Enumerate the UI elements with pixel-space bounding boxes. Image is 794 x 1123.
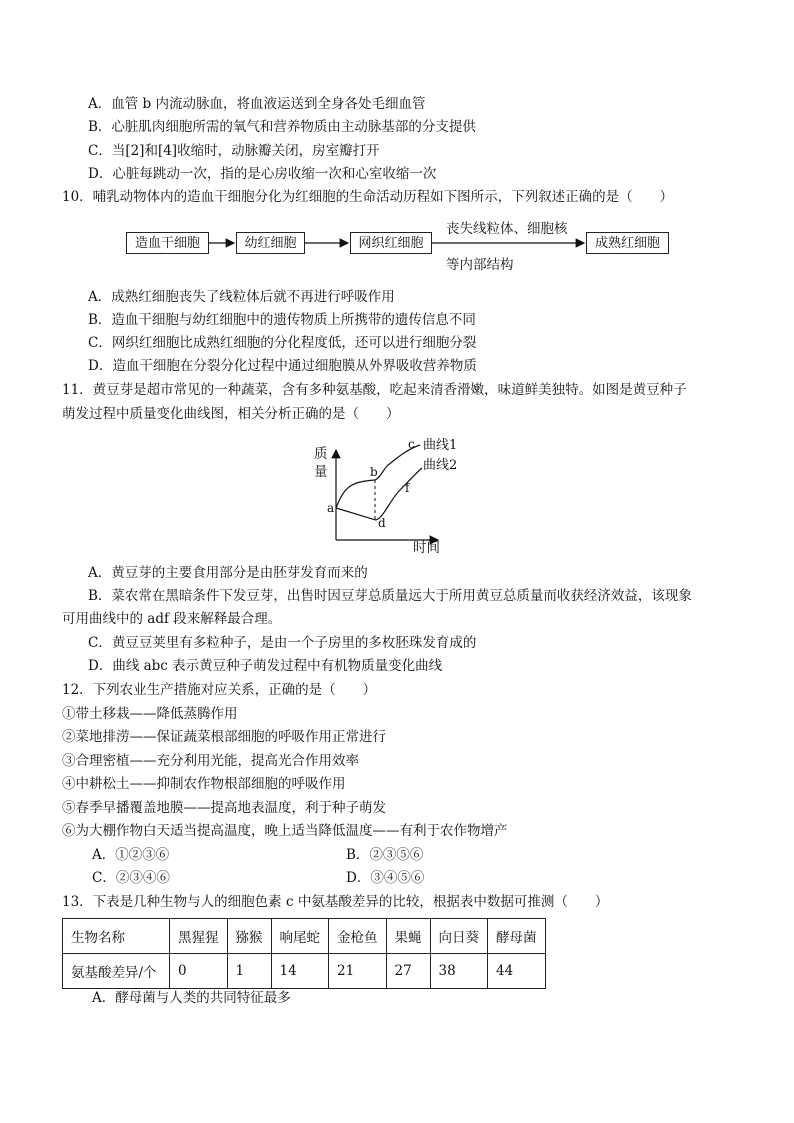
q10-option-d: D．造血干细胞在分裂分化过程中通过细胞膜从外界吸收营养物质	[88, 358, 477, 374]
amino-acid-table	[62, 918, 546, 989]
q11-option-b-line1: B．菜农常在黑暗条件下发豆芽，出售时因豆芽总质量远大于所用黄豆总质量而收获经济效益，该现象	[88, 588, 692, 604]
table-header-cell: 果蝇	[386, 919, 430, 954]
table-cell: 21	[329, 954, 387, 989]
chart-x-label: 时间	[413, 540, 440, 556]
flow-label-top: 丧失线粒体、细胞核	[446, 221, 568, 237]
curve-1	[336, 445, 420, 508]
q10-option-b: B．造血干细胞与幼红细胞中的遗传物质上所携带的遗传信息不同	[88, 312, 476, 328]
table-cell: 氨基酸差异/个	[63, 954, 170, 989]
chart-point-f: f	[405, 481, 410, 495]
chart-point-b: b	[370, 465, 378, 479]
q11-option-d: D．曲线 abc 表示黄豆种子萌发过程中有机物质量变化曲线	[88, 658, 443, 674]
table-header-cell: 猕猴	[227, 919, 271, 954]
q10-stem: 10．哺乳动物体内的造血干细胞分化为红细胞的生命活动历程如下图所示，下列叙述正确的是（ ）	[62, 189, 674, 205]
chart-curve1-label: 曲线1	[423, 438, 458, 453]
q12-option-c: C．②③④⑥	[92, 870, 170, 886]
chart-y-label-2: 量	[314, 464, 328, 480]
q13-stem: 13．下表是几种生物与人的细胞色素 c 中氨基酸差异的比较，根据表中数据可推测（ ）	[62, 894, 609, 910]
q12-item-6: ⑥为大棚作物白天适当提高温度，晚上适当降低温度——有利于农作物增产	[62, 823, 508, 839]
q11-stem-line1: 11．黄豆芽是超市常见的一种蔬菜，含有多种氨基酸，吃起来清香滑嫩，味道鲜美独特。如图是黄豆种子	[62, 382, 687, 398]
q11-option-b-line2: 可用曲线中的 adf 段来解释最合理。	[62, 611, 282, 627]
flow-label-bottom: 等内部结构	[446, 257, 514, 273]
q9-option-d: D．心脏每跳动一次，指的是心房收缩一次和心室收缩一次	[88, 166, 437, 182]
table-cell: 1	[227, 954, 271, 989]
q13-option-a: A．酵母菌与人类的共同特征最多	[92, 990, 291, 1006]
q12-option-a: A．①②③⑥	[92, 847, 170, 863]
q12-item-1: ①带土移栽——降低蒸腾作用	[62, 706, 238, 722]
chart-point-a: a	[327, 501, 335, 515]
table-header-cell: 向日葵	[430, 919, 488, 954]
table-cell: 27	[386, 954, 430, 989]
chart-curve2-label: 曲线2	[423, 458, 458, 473]
q9-option-a: A．血管 b 内流动脉血，将血液运送到全身各处毛细血管	[88, 96, 426, 112]
table-cell: 14	[271, 954, 329, 989]
q12-item-5: ⑤春季早播覆盖地膜——提高地表温度，利于种子萌发	[62, 800, 386, 816]
q12-item-3: ③合理密植——充分利用光能，提高光合作用效率	[62, 753, 359, 769]
q11-option-a: A．黄豆芽的主要食用部分是由胚芽发育而来的	[88, 565, 368, 581]
table-header-cell: 金枪鱼	[329, 919, 387, 954]
q12-item-4: ④中耕松土——抑制农作物根部细胞的呼吸作用	[62, 776, 346, 792]
table-header-cell: 生物名称	[63, 919, 170, 954]
q11-option-c: C．黄豆豆荚里有多粒种子，是由一个子房里的多枚胚珠发育成的	[88, 635, 477, 651]
table-header-cell: 黑猩猩	[170, 919, 228, 954]
q9-option-c: C．当[2]和[4]收缩时，动脉瓣关闭，房室瓣打开	[88, 143, 380, 159]
q10-option-c: C．网织红细胞比成熟红细胞的分化程度低，还可以进行细胞分裂	[88, 335, 477, 351]
table-cell: 38	[430, 954, 488, 989]
q12-option-b: B．②③⑤⑥	[346, 847, 424, 863]
table-cell: 0	[170, 954, 228, 989]
table-cell: 44	[488, 954, 546, 989]
table-header-row	[63, 919, 546, 954]
q10-option-a: A．成熟红细胞丧失了线粒体后就不再进行呼吸作用	[88, 289, 395, 305]
flow-box-reticulocyte: 网织红细胞	[350, 232, 432, 254]
chart-point-c: c	[408, 437, 415, 451]
table-header-cell: 响尾蛇	[271, 919, 329, 954]
chart-y-label-1: 质	[314, 446, 328, 462]
flow-box-hematopoietic-stem-cell: 造血干细胞	[126, 232, 209, 254]
flow-box-erythroblast: 幼红细胞	[236, 232, 305, 254]
chart-point-d: d	[378, 516, 386, 530]
q9-option-b: B．心脏肌肉细胞所需的氧气和营养物质由主动脉基部的分支提供	[88, 119, 476, 135]
q11-stem-line2: 萌发过程中质量变化曲线图，相关分析正确的是（ ）	[62, 406, 400, 422]
q12-option-d: D．③④⑤⑥	[346, 870, 425, 886]
table-header-cell: 酵母菌	[488, 919, 546, 954]
table-row	[63, 954, 546, 989]
q12-item-2: ②菜地排涝——保证蔬菜根部细胞的呼吸作用正常进行	[62, 729, 386, 745]
flow-box-mature-rbc: 成熟红细胞	[586, 232, 669, 254]
q12-stem: 12．下列农业生产措施对应关系，正确的是（ ）	[62, 682, 377, 698]
